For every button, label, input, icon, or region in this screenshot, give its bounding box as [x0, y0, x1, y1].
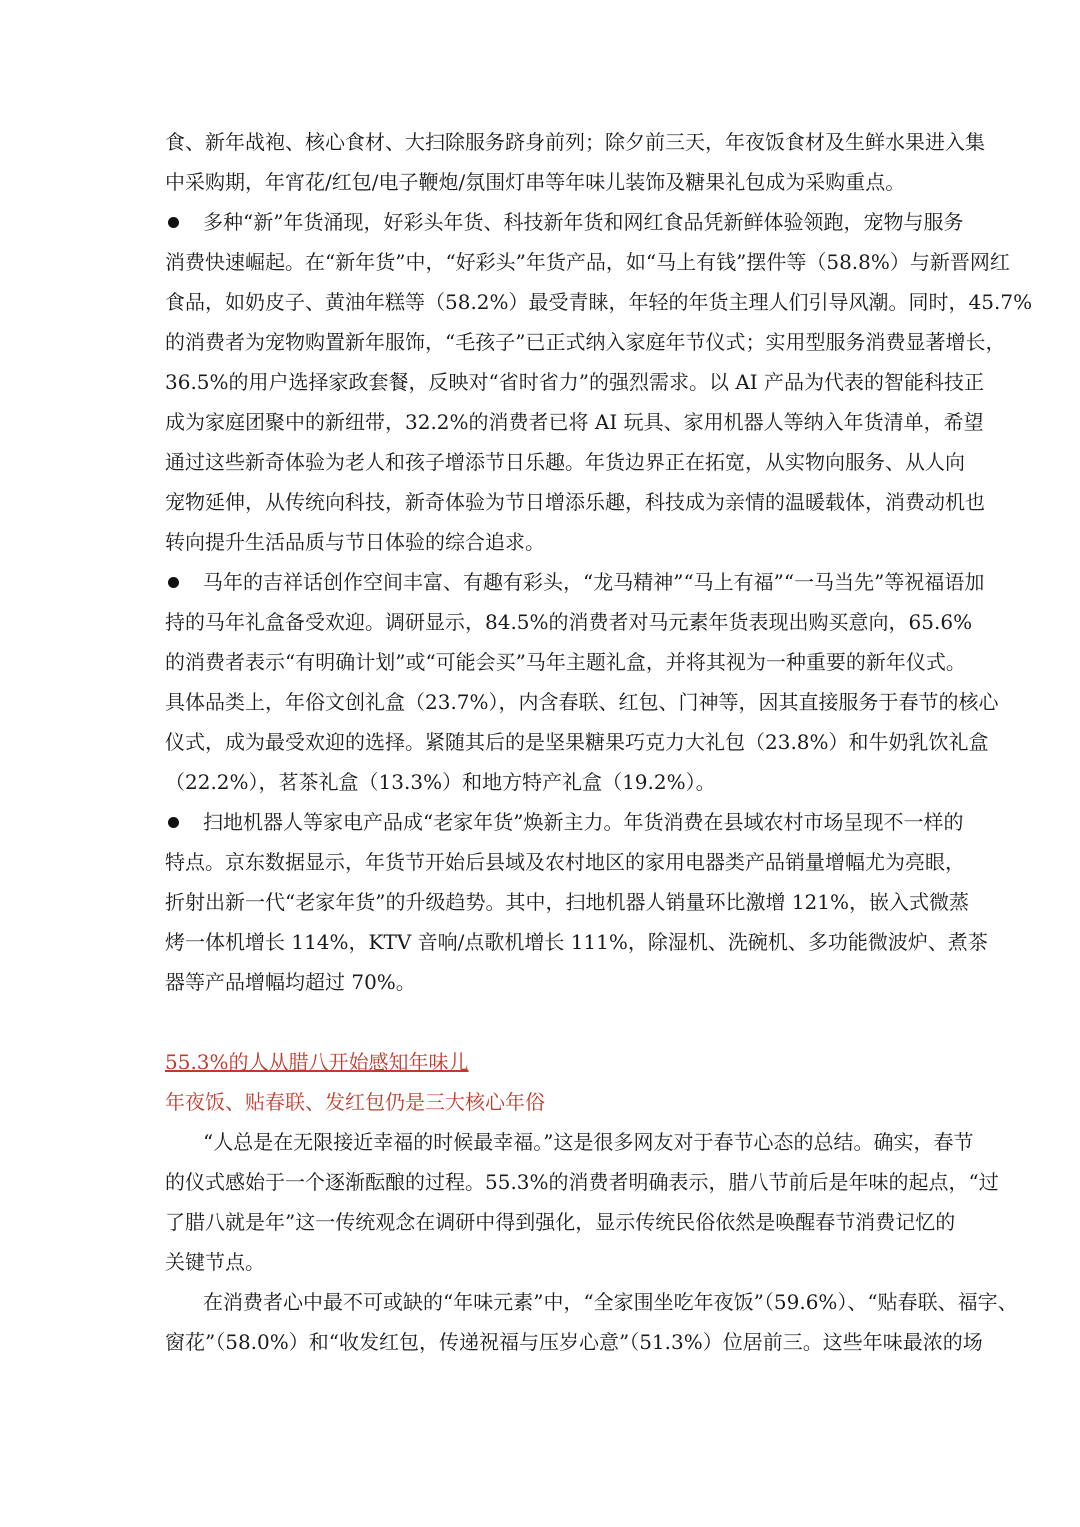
text-line: 折射出新一代“老家年货”的升级趋势。其中，扫地机器人销量环比激增 121%，嵌入式微蒸 — [165, 890, 969, 914]
text-line: 烤一体机增长 114%，KTV 音响/点歌机增长 111%，除湿机、洗碗机、多功能微波炉、煮茶 — [165, 930, 988, 954]
bullet-first-line — [165, 562, 985, 602]
text-line: 关键节点。 — [165, 1250, 265, 1274]
text-line: 转向提升生活品质与节日体验的综合追求。 — [165, 530, 545, 554]
bullet-first-line — [165, 802, 964, 842]
text-line: 扫地机器人等家电产品成“老家年货”焕新主力。年货消费在县域农村市场呈现不一样的 — [203, 810, 964, 834]
text-line: 窗花”（58.0%）和“收发红包，传递祝福与压岁心意”（51.3%）位居前三。这些年味最浓的场 — [165, 1330, 983, 1354]
text-line: 在消费者心中最不可或缺的“年味元素”中，“全家围坐吃年夜饭”（59.6%）、“贴春联、福字、 — [203, 1290, 1018, 1314]
bullet-icon — [168, 217, 179, 228]
bullet-item-new-goods — [165, 202, 1033, 562]
text-line: 器等产品增幅均超过 70%。 — [165, 970, 416, 994]
text-line: 36.5%的用户选择家政套餐，反映对“省时省力”的强烈需求。以 AI 产品为代表的智能科技正 — [165, 370, 985, 394]
heading-line-2: 年夜饭、贴春联、发红包仍是三大核心年俗 — [165, 1090, 545, 1114]
text-line: 多种“新”年货涌现，好彩头年货、科技新年货和网红食品凭新鲜体验领跑，宠物与服务 — [203, 210, 964, 234]
intro-paragraph — [165, 122, 985, 202]
text-line: 宠物延伸，从传统向科技，新奇体验为节日增添乐趣，科技成为亲情的温暖载体，消费动机也 — [165, 490, 985, 514]
document-page — [165, 122, 1033, 1362]
text-line: 的消费者表示“有明确计划”或“可能会买”马年主题礼盒，并将其视为一种重要的新年仪式。 — [165, 650, 966, 674]
text-line: “人总是在无限接近幸福的时候最幸福。”这是很多网友对于春节心态的总结。确实，春节 — [203, 1130, 974, 1154]
text-line: 中采购期，年宵花/红包/电子鞭炮/氛围灯串等年味儿装饰及糖果礼包成为采购重点。 — [165, 170, 906, 194]
text-line: 的仪式感始于一个逐渐酝酿的过程。55.3%的消费者明确表示，腊八节前后是年味的起点，“过 — [165, 1170, 999, 1194]
text-line: 具体品类上，年俗文创礼盒（23.7%），内含春联、红包、门神等，因其直接服务于春节的核心 — [165, 690, 999, 714]
text-line: 持的马年礼盒备受欢迎。调研显示，84.5%的消费者对马元素年货表现出购买意向，65.6% — [165, 610, 973, 634]
text-line: 食、新年战袍、核心食材、大扫除服务跻身前列；除夕前三天，年夜饭食材及生鲜水果进入集 — [165, 130, 985, 154]
paragraph-laba — [165, 1122, 999, 1282]
bullet-first-line — [165, 202, 964, 242]
section-spacer — [165, 1002, 920, 1042]
text-line: 成为家庭团聚中的新纽带，32.2%的消费者已将 AI 玩具、家用机器人等纳入年货清单，希望 — [165, 410, 984, 434]
text-line: 通过这些新奇体验为老人和孩子增添节日乐趣。年货边界正在拓宽，从实物向服务、从人向 — [165, 450, 965, 474]
text-line: 仪式，成为最受欢迎的选择。紧随其后的是坚果糖果巧克力大礼包（23.8%）和牛奶乳饮礼盒 — [165, 730, 989, 754]
bullet-item-horse-year — [165, 562, 999, 802]
text-line: 了腊八就是年”这一传统观念在调研中得到强化，显示传统民俗依然是唤醒春节消费记忆的 — [165, 1210, 956, 1234]
section-heading — [165, 1042, 920, 1122]
heading-line-1: 55.3%的人从腊八开始感知年味儿 — [165, 1050, 469, 1074]
text-line: 食品，如奶皮子、黄油年糕等（58.2%）最受青睐，年轻的年货主理人们引导风潮。同时，45.7% — [165, 290, 1033, 314]
bullet-item-appliances — [165, 802, 988, 1002]
bullet-icon — [168, 817, 179, 828]
text-line: 马年的吉祥话创作空间丰富、有趣有彩头，“龙马精神”“马上有福”“一马当先”等祝福语加 — [203, 570, 985, 594]
text-line: 的消费者为宠物购置新年服饰，“毛孩子”已正式纳入家庭年节仪式；实用型服务消费显著增长， — [165, 330, 1006, 354]
paragraph-new-year-elements — [165, 1282, 1018, 1362]
text-line: 消费快速崛起。在“新年货”中，“好彩头”年货产品，如“马上有钱”摆件等（58.8%）与新晋网红 — [165, 250, 1010, 274]
bullet-icon — [168, 577, 179, 588]
text-line: （22.2%），茗茶礼盒（13.3%）和地方特产礼盒（19.2%）。 — [165, 770, 716, 794]
text-line: 特点。京东数据显示，年货节开始后县域及农村地区的家用电器类产品销量增幅尤为亮眼， — [165, 850, 965, 874]
